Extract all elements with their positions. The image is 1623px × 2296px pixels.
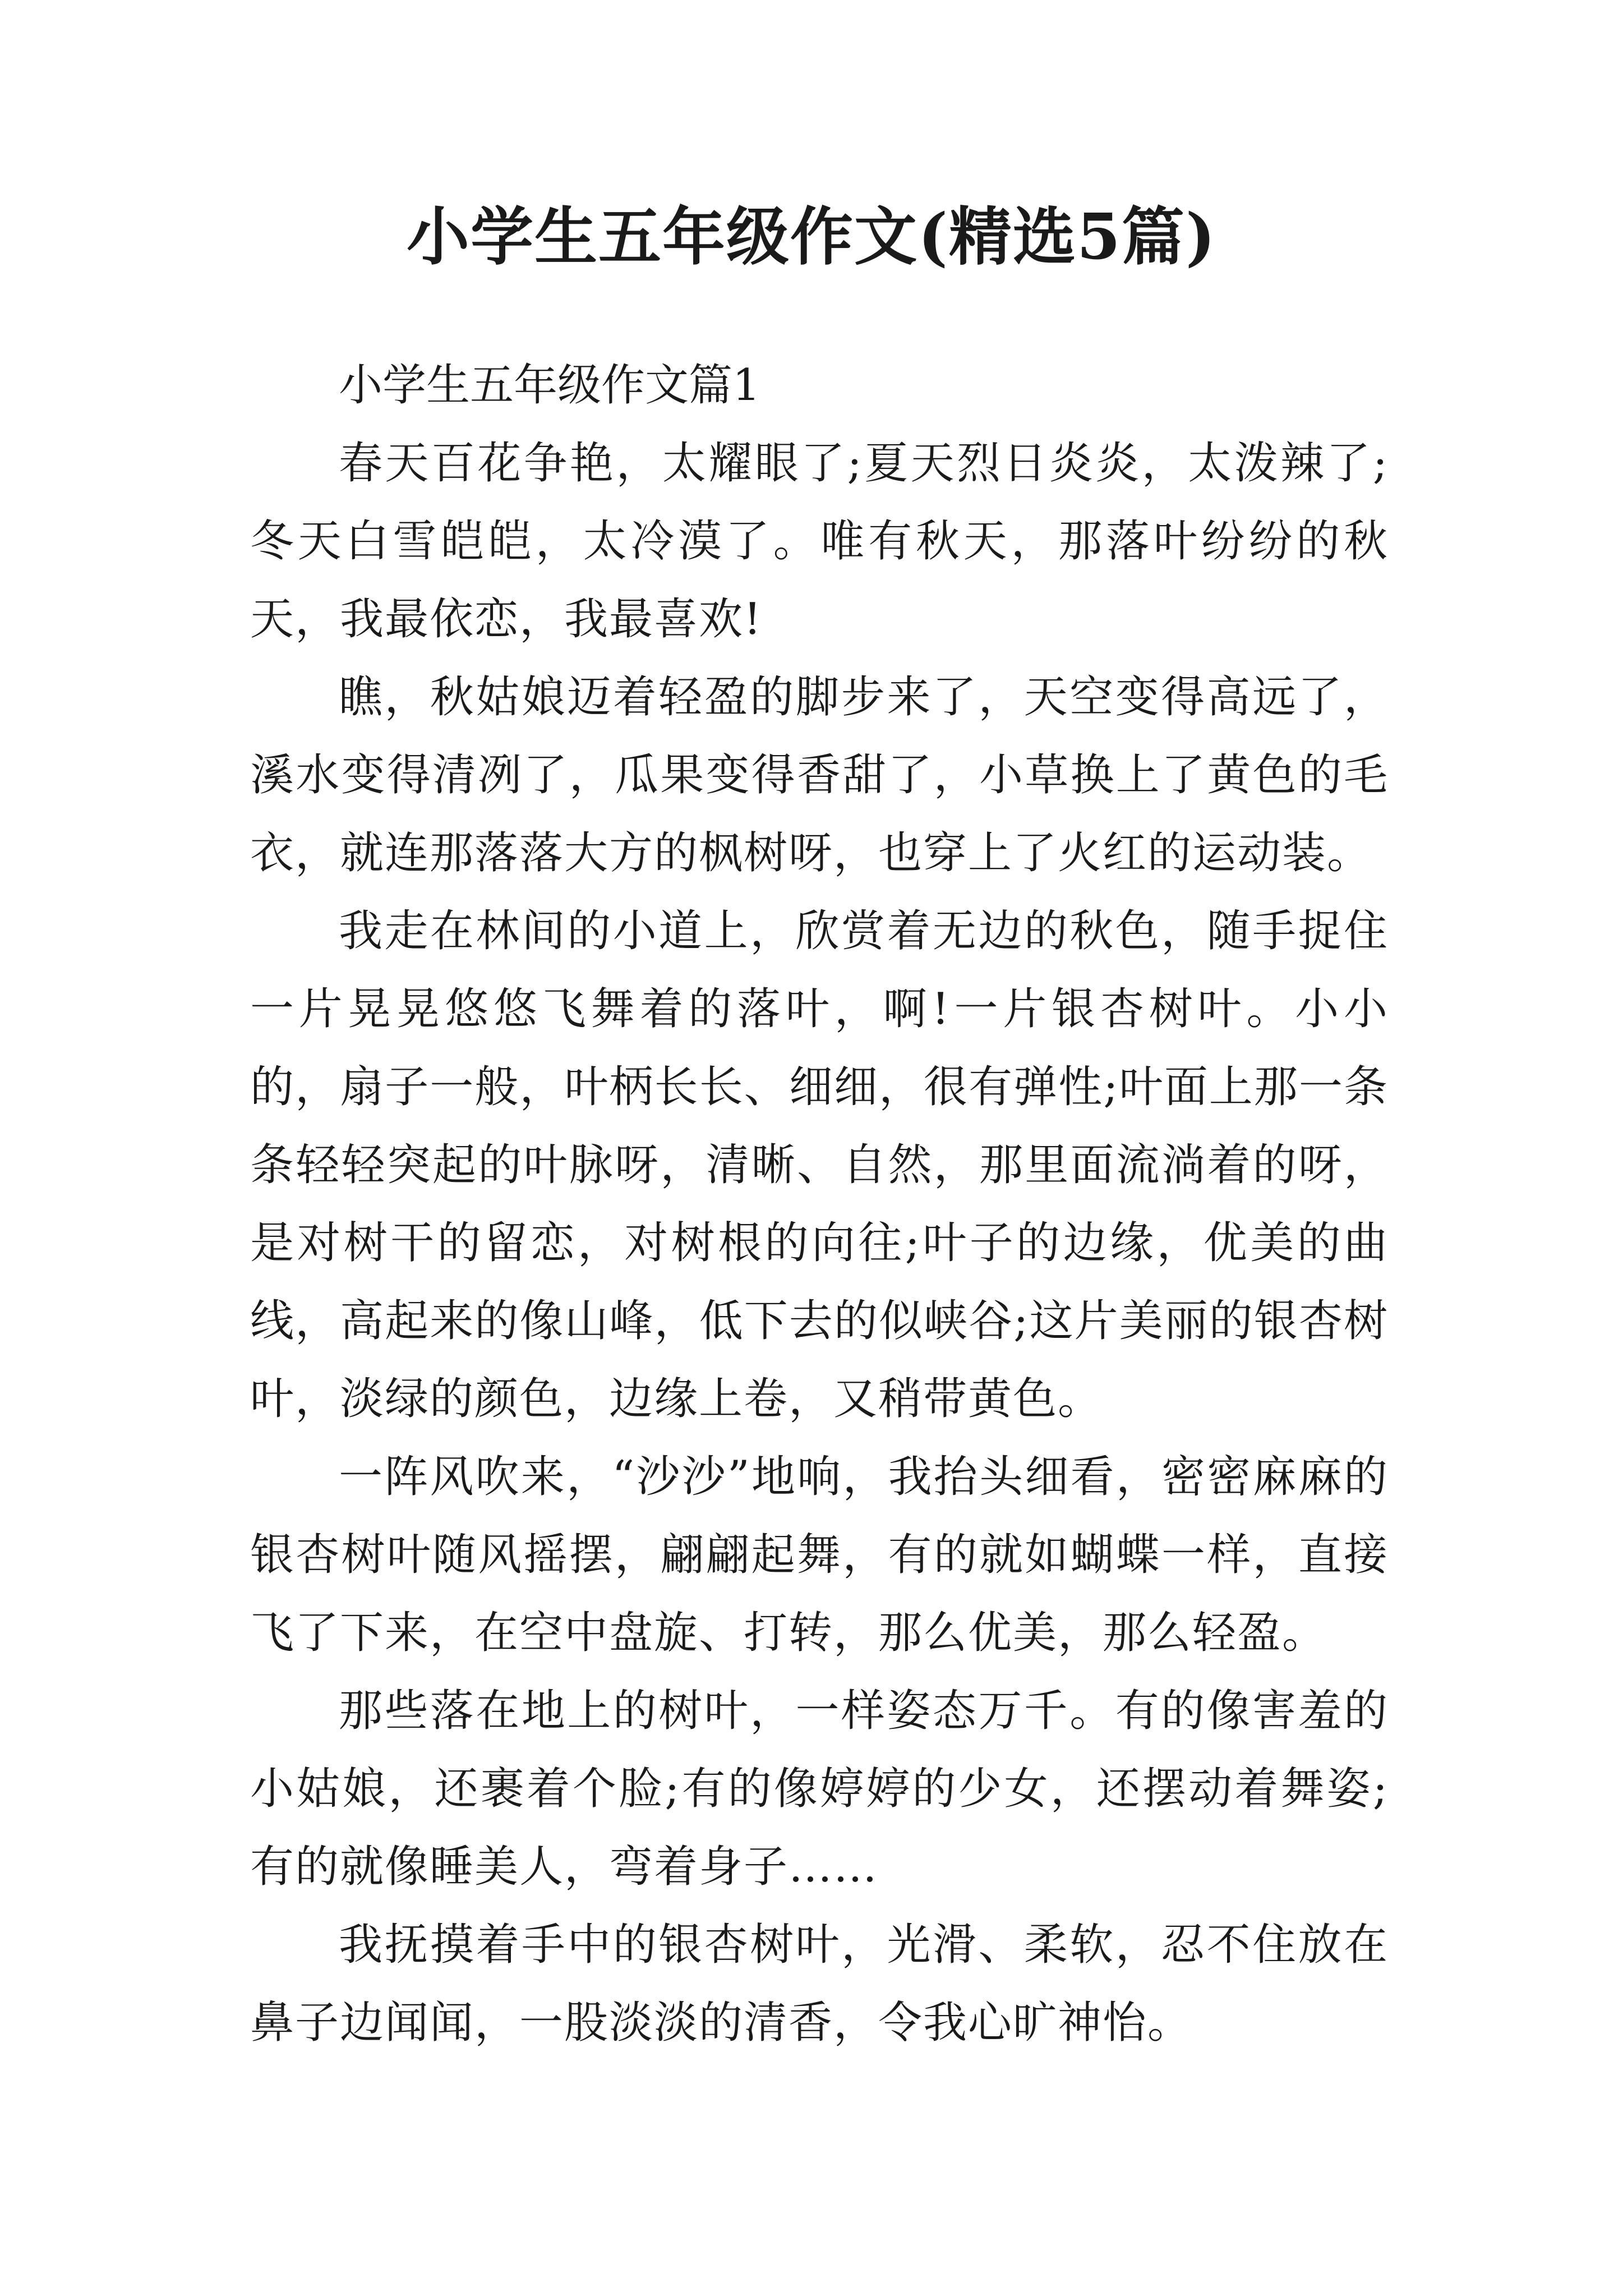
paragraph-5: 那些落在地上的树叶，一样姿态万千。有的像害羞的小姑娘，还裹着个脸;有的像婷婷的少女，还摆动着舞姿;有的就像睡美人，弯着身子…… — [250, 1686, 1389, 1892]
paragraph-2: 瞧，秋姑娘迈着轻盈的脚步来了，天空变得高远了，溪水变得清冽了，瓜果变得香甜了，小草换上了黄色的毛衣，就连那落落大方的枫树呀，也穿上了火红的运动装。 — [250, 672, 1389, 878]
document-body — [250, 347, 1389, 2062]
paragraph-3: 我走在林间的小道上，欣赏着无边的秋色，随手捉住一片晃晃悠悠飞舞着的落叶，啊!一片银杏树叶。小小的，扇子一般，叶柄长长、细细，很有弹性;叶面上那一条条轻轻突起的叶脉呀，清晰、自然，那里面流淌着的呀，是对树干的留恋，对树根的向往;叶子的边缘，优美的曲线，高起来的像山峰，低下去的似峡谷;这片美丽的银杏树叶，淡绿的颜色，边缘上卷，又稍带黄色。 — [250, 906, 1389, 1424]
paragraph-1: 春天百花争艳，太耀眼了;夏天烈日炎炎，太泼辣了;冬天白雪皑皑，太冷漠了。唯有秋天，那落叶纷纷的秋天，我最依恋，我最喜欢! — [250, 438, 1389, 645]
document-title: 小学生五年级作文(精选5篇) — [407, 200, 1216, 274]
section-heading: 小学生五年级作文篇1 — [339, 360, 760, 411]
paragraph-6: 我抚摸着手中的银杏树叶，光滑、柔软，忍不住放在鼻子边闻闻，一股淡淡的清香，令我心旷神怡。 — [250, 1920, 1389, 2048]
paragraph-4: 一阵风吹来，“沙沙”地响，我抬头细看，密密麻麻的银杏树叶随风摇摆，翩翩起舞，有的就如蝴蝶一样，直接飞了下来，在空中盘旋、打转，那么优美，那么轻盈。 — [250, 1452, 1389, 1658]
